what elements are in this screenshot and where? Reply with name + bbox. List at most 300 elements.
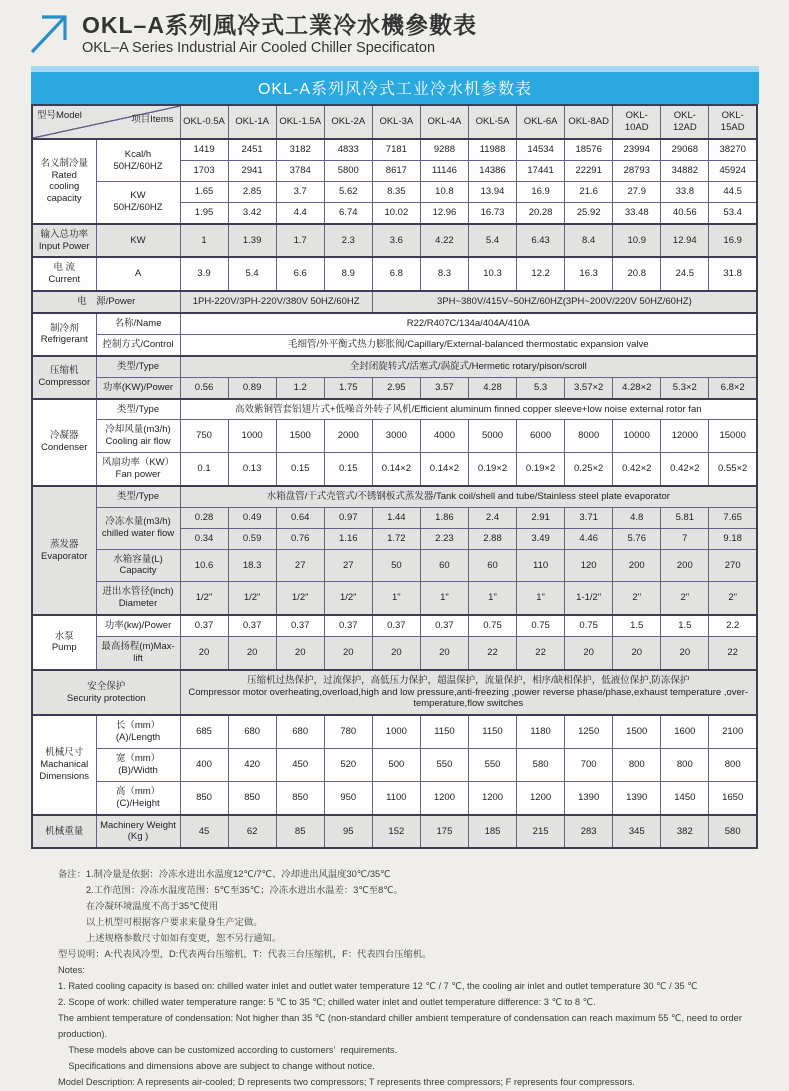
data-cell: 1 [180, 224, 228, 258]
data-cell: 0.97 [324, 507, 372, 528]
data-cell: 5.62 [324, 181, 372, 202]
item-label-cell: 长（mm）(A)/Length [96, 715, 180, 748]
note-line: The ambient temperature of condensation: Not higher than 35 ℃ (non-standard chiller ambient temperature of condensation can reach maximum 55 ℃, need to order production). [58, 1013, 745, 1040]
item-label-cell: Machinery Weight (Kg ) [96, 815, 180, 849]
item-label-cell: 宽（mm）(B)/Width [96, 749, 180, 782]
data-cell: 20 [228, 636, 276, 669]
data-cell: 2.3 [324, 224, 372, 258]
data-cell: 850 [228, 781, 276, 814]
table-row [32, 486, 757, 507]
data-cell: 20 [565, 636, 613, 669]
data-cell: 13.94 [468, 181, 516, 202]
data-cell: 283 [565, 815, 613, 849]
note-line: 2.工作范围：冷冻水温度范围：5℃至35℃；冷冻水进出水温差：3℃至8℃。 [58, 885, 403, 896]
page-header [0, 0, 789, 62]
data-cell: 16.9 [709, 224, 757, 258]
data-cell: 3.49 [517, 528, 565, 549]
data-cell: 0.37 [228, 615, 276, 636]
data-cell: 6.8×2 [709, 377, 757, 398]
data-cell: 14534 [517, 139, 565, 160]
data-cell: 95 [324, 815, 372, 849]
data-cell: 20 [180, 636, 228, 669]
table-row [32, 181, 757, 202]
data-cell: 6.43 [517, 224, 565, 258]
column-header-model: OKL-8AD [565, 105, 613, 139]
data-cell: 28793 [613, 161, 661, 182]
table-row [32, 815, 757, 849]
data-cell: 1.44 [372, 507, 420, 528]
section-label-cell: 冷凝器 Condenser [32, 399, 96, 486]
data-cell: 45 [180, 815, 228, 849]
data-cell: 580 [709, 815, 757, 849]
data-cell: 27 [276, 549, 324, 582]
data-cell: 6.74 [324, 202, 372, 223]
data-cell: 3.71 [565, 507, 613, 528]
data-cell: 18576 [565, 139, 613, 160]
data-cell: 0.34 [180, 528, 228, 549]
data-cell: 10.6 [180, 549, 228, 582]
data-cell: 2" [661, 582, 709, 615]
data-cell: 200 [613, 549, 661, 582]
data-cell: 3.42 [228, 202, 276, 223]
security-text-cell: 压缩机过热保护，过流保护，高低压力保护，超温保护，流量保护，相序/缺相保护，低液位保护,防冻保护 Compressor motor overheating,overload,high and low pressure,anti-freezing ,power reverse phase/phase,exhaust temperature ,over-temperature,flow switches [180, 670, 757, 716]
data-cell: 3.57 [420, 377, 468, 398]
table-row [32, 615, 757, 636]
page-title-chinese: OKL–A系列風冷式工業冷水機參數表 [82, 12, 477, 38]
data-cell: 4000 [420, 420, 468, 453]
data-cell: 12.2 [517, 257, 565, 291]
data-cell: 1" [468, 582, 516, 615]
data-cell: 2.4 [468, 507, 516, 528]
data-cell: 8617 [372, 161, 420, 182]
note-line: 上述规格参数尺寸如如有变更，恕不另行通知。 [58, 933, 282, 944]
table-row [32, 636, 757, 669]
data-cell: 27.9 [613, 181, 661, 202]
item-label-cell: 功率(KW)/Power [96, 377, 180, 398]
data-cell: 680 [228, 715, 276, 748]
note-line: 1. Rated cooling capacity is based on: chilled water inlet and outlet water temperature 12 ℃ / 7 ℃, the cooling air inlet and outlet temperature 30 ℃ / 35 ℃ [58, 981, 698, 992]
data-cell: 1" [517, 582, 565, 615]
item-label-cell: 类型/Type [96, 399, 180, 420]
data-cell: 3.57×2 [565, 377, 613, 398]
data-cell: 27 [324, 549, 372, 582]
data-cell: 1100 [372, 781, 420, 814]
data-cell: 29068 [661, 139, 709, 160]
column-header-model: OKL-1.5A [276, 105, 324, 139]
data-cell: 60 [468, 549, 516, 582]
data-cell: 8.3 [420, 257, 468, 291]
data-cell: 420 [228, 749, 276, 782]
table-row [32, 257, 757, 291]
data-cell: 20 [420, 636, 468, 669]
item-label-cell: 风扇功率（KW） Fan power [96, 453, 180, 486]
data-cell: 9288 [420, 139, 468, 160]
section-label-cell: 名义制冷量 Rated cooling capacity [32, 139, 96, 224]
data-cell: 1.5 [661, 615, 709, 636]
data-cell: 5800 [324, 161, 372, 182]
data-cell: 1.86 [420, 507, 468, 528]
data-cell: 1000 [372, 715, 420, 748]
note-line: Model Description: A represents air-cooled; D represents two compressors; T represents three compressors; F represents four compressors. [58, 1077, 635, 1088]
data-cell: 5.4 [228, 257, 276, 291]
data-cell: 2941 [228, 161, 276, 182]
data-cell: 0.1 [180, 453, 228, 486]
column-header-model: OKL-10AD [613, 105, 661, 139]
data-cell: 1.75 [324, 377, 372, 398]
table-row [32, 356, 757, 377]
data-cell: 0.42×2 [661, 453, 709, 486]
section-label-cell: 蒸发器 Evaporator [32, 486, 96, 615]
data-cell: 1600 [661, 715, 709, 748]
data-cell: 0.25×2 [565, 453, 613, 486]
data-cell: 4.4 [276, 202, 324, 223]
item-label-cell: A [96, 257, 180, 291]
section-label-cell: 水泵 Pump [32, 615, 96, 670]
data-cell: 1" [372, 582, 420, 615]
data-cell: 1.72 [372, 528, 420, 549]
data-cell: 60 [420, 549, 468, 582]
data-cell: 0.64 [276, 507, 324, 528]
item-label-cell: KW [96, 224, 180, 258]
data-cell: 1650 [709, 781, 757, 814]
note-line: 以上机型可根据客户要求来量身生产定做。 [58, 917, 263, 928]
data-cell: 2" [613, 582, 661, 615]
note-line: Specifications and dimensions above are subject to change without notice. [58, 1061, 375, 1072]
data-cell: 21.6 [565, 181, 613, 202]
data-cell: 1.2 [276, 377, 324, 398]
table-row [32, 507, 757, 528]
note-line: Notes: [58, 965, 85, 976]
table-row [32, 224, 757, 258]
note-line: 2. Scope of work: chilled water temperature range: 5 ℃ to 35 ℃; chilled water inlet and outlet temperature difference: 3 ℃ to 8 ℃. [58, 997, 596, 1008]
data-cell: 1500 [276, 420, 324, 453]
data-cell: 0.19×2 [517, 453, 565, 486]
data-cell: 11988 [468, 139, 516, 160]
spec-span-cell: 毛细管/外平衡式热力膨胀阀/Capillary/External-balanced thermostatic expansion valve [180, 334, 757, 355]
page-title-english: OKL–A Series Industrial Air Cooled Chiller Specificaton [82, 40, 436, 57]
spec-table-block [31, 66, 759, 849]
page-titles [82, 10, 477, 56]
table-row [32, 549, 757, 582]
table-row [32, 715, 757, 748]
data-cell: 1000 [228, 420, 276, 453]
data-cell: 0.37 [324, 615, 372, 636]
spec-table-body [32, 139, 757, 848]
data-cell: 22 [517, 636, 565, 669]
data-cell: 0.56 [180, 377, 228, 398]
data-cell: 1" [420, 582, 468, 615]
data-cell: 1150 [468, 715, 516, 748]
data-cell: 185 [468, 815, 516, 849]
data-cell: 1500 [613, 715, 661, 748]
data-cell: 950 [324, 781, 372, 814]
column-header-model: OKL-6A [517, 105, 565, 139]
data-cell: 2000 [324, 420, 372, 453]
data-cell: 0.42×2 [613, 453, 661, 486]
data-cell: 53.4 [709, 202, 757, 223]
data-cell: 2.23 [420, 528, 468, 549]
section-label-cell: 压缩机 Compressor [32, 356, 96, 399]
table-row [32, 377, 757, 398]
column-header-model: OKL-5A [468, 105, 516, 139]
data-cell: 3.6 [372, 224, 420, 258]
data-cell: 34882 [661, 161, 709, 182]
data-cell: 152 [372, 815, 420, 849]
data-cell: 12.96 [420, 202, 468, 223]
data-cell: 5.81 [661, 507, 709, 528]
data-cell: 7 [661, 528, 709, 549]
data-cell: 10.3 [468, 257, 516, 291]
data-cell: 22 [709, 636, 757, 669]
data-cell: 0.19×2 [468, 453, 516, 486]
data-cell: 31.8 [709, 257, 757, 291]
data-cell: 20 [613, 636, 661, 669]
data-cell: 20.28 [517, 202, 565, 223]
data-cell: 4833 [324, 139, 372, 160]
column-header-model: OKL-3A [372, 105, 420, 139]
spec-span-cell: 3PH~380V/415V~50HZ/60HZ(3PH~200V/220V 50HZ/60HZ) [372, 291, 757, 313]
data-cell: 382 [661, 815, 709, 849]
spec-span-cell: 1PH-220V/3PH-220V/380V 50HZ/60HZ [180, 291, 372, 313]
data-cell: 2" [709, 582, 757, 615]
note-line: These models above can be customized according to customers’ requirements. [58, 1045, 398, 1056]
data-cell: 14386 [468, 161, 516, 182]
data-cell: 4.46 [565, 528, 613, 549]
data-cell: 18.3 [228, 549, 276, 582]
data-cell: 8.4 [565, 224, 613, 258]
data-cell: 22 [468, 636, 516, 669]
data-cell: 750 [180, 420, 228, 453]
data-cell: 0.37 [372, 615, 420, 636]
data-cell: 850 [276, 781, 324, 814]
data-cell: 8.9 [324, 257, 372, 291]
data-cell: 10.02 [372, 202, 420, 223]
table-row [32, 334, 757, 355]
section-label-cell: 机械重量 [32, 815, 96, 849]
merged-label-cell: 安全保护 Security protection [32, 670, 180, 716]
section-label-cell: 机械尺寸 Machanical Dimensions [32, 715, 96, 814]
data-cell: 685 [180, 715, 228, 748]
item-label-cell: 冷冻水量(m3/h) chilled water flow [96, 507, 180, 549]
section-label-cell: 电 流 Current [32, 257, 96, 291]
data-cell: 3.9 [180, 257, 228, 291]
data-cell: 2.88 [468, 528, 516, 549]
data-cell: 4.22 [420, 224, 468, 258]
data-cell: 12000 [661, 420, 709, 453]
data-cell: 23994 [613, 139, 661, 160]
column-header-model: OKL-15AD [709, 105, 757, 139]
data-cell: 2100 [709, 715, 757, 748]
data-cell: 1.95 [180, 202, 228, 223]
item-label-cell: KW 50HZ/60HZ [96, 181, 180, 223]
item-label-cell: 高（mm）(C)/Height [96, 781, 180, 814]
data-cell: 10000 [613, 420, 661, 453]
data-cell: 44.5 [709, 181, 757, 202]
data-cell: 3784 [276, 161, 324, 182]
data-cell: 20 [276, 636, 324, 669]
data-cell: 1/2" [180, 582, 228, 615]
data-cell: 1.39 [228, 224, 276, 258]
data-cell: 10.8 [420, 181, 468, 202]
data-cell: 20 [324, 636, 372, 669]
merged-label-cell: 电 源/Power [32, 291, 180, 313]
data-cell: 9.18 [709, 528, 757, 549]
data-cell: 270 [709, 549, 757, 582]
section-label-cell: 制冷剂 Refrigerant [32, 313, 96, 356]
data-cell: 0.59 [228, 528, 276, 549]
data-cell: 16.73 [468, 202, 516, 223]
data-cell: 85 [276, 815, 324, 849]
data-cell: 800 [709, 749, 757, 782]
data-cell: 10.9 [613, 224, 661, 258]
table-row [32, 399, 757, 420]
data-cell: 3182 [276, 139, 324, 160]
data-cell: 24.5 [661, 257, 709, 291]
data-cell: 6000 [517, 420, 565, 453]
data-cell: 0.14×2 [420, 453, 468, 486]
column-header-model: OKL-4A [420, 105, 468, 139]
data-cell: 20.8 [613, 257, 661, 291]
model-header-row [32, 105, 757, 139]
table-row [32, 291, 757, 313]
note-line: 备注：1.制冷量是依据：冷冻水进出水温度12℃/7℃、冷却进出风温度30℃/35℃ [58, 869, 391, 880]
data-cell: 700 [565, 749, 613, 782]
data-cell: 0.75 [517, 615, 565, 636]
item-label-cell: Kcal/h 50HZ/60HZ [96, 139, 180, 181]
data-cell: 0.75 [565, 615, 613, 636]
data-cell: 800 [613, 749, 661, 782]
data-cell: 0.13 [228, 453, 276, 486]
data-cell: 1250 [565, 715, 613, 748]
data-cell: 5.3×2 [661, 377, 709, 398]
data-cell: 550 [468, 749, 516, 782]
table-title-bar: OKL-A系列风冷式工业冷水机参数表 [31, 72, 759, 104]
data-cell: 7.65 [709, 507, 757, 528]
data-cell: 1150 [420, 715, 468, 748]
data-cell: 0.75 [468, 615, 516, 636]
data-cell: 0.37 [276, 615, 324, 636]
data-cell: 1.5 [613, 615, 661, 636]
data-cell: 1390 [613, 781, 661, 814]
table-row [32, 420, 757, 453]
data-cell: 0.89 [228, 377, 276, 398]
table-row [32, 670, 757, 716]
data-cell: 2.91 [517, 507, 565, 528]
data-cell: 850 [180, 781, 228, 814]
data-cell: 2.2 [709, 615, 757, 636]
data-cell: 16.3 [565, 257, 613, 291]
data-cell: 11146 [420, 161, 468, 182]
table-row [32, 749, 757, 782]
data-cell: 1180 [517, 715, 565, 748]
data-cell: 175 [420, 815, 468, 849]
note-line: 型号说明：A:代表风冷型，D:代表两台压缩机，T：代表三台压缩机，F：代表四台压缩机。 [58, 949, 432, 960]
data-cell: 4.8 [613, 507, 661, 528]
data-cell: 0.55×2 [709, 453, 757, 486]
data-cell: 25.92 [565, 202, 613, 223]
data-cell: 50 [372, 549, 420, 582]
data-cell: 800 [661, 749, 709, 782]
data-cell: 1200 [517, 781, 565, 814]
data-cell: 6.6 [276, 257, 324, 291]
data-cell: 1.7 [276, 224, 324, 258]
spec-span-cell: 高效紫铜管套铝翅片式+低噪音外转子风机/Efficient aluminum finned copper sleeve+low noise external rotor fan [180, 399, 757, 420]
data-cell: 400 [180, 749, 228, 782]
item-label-cell: 进出水管径(inch) Diameter [96, 582, 180, 615]
spec-span-cell: 水箱盘管/干式壳管式/不锈钢板式蒸发器/Tank coil/shell and tube/Stainless steel plate evaporator [180, 486, 757, 507]
column-header-model: OKL-12AD [661, 105, 709, 139]
table-row [32, 453, 757, 486]
data-cell: 1419 [180, 139, 228, 160]
data-cell: 1703 [180, 161, 228, 182]
data-cell: 33.48 [613, 202, 661, 223]
notes-section [58, 867, 759, 1091]
data-cell: 0.76 [276, 528, 324, 549]
item-label-cell: 控制方式/Control [96, 334, 180, 355]
item-label-cell: 功率(kw)/Power [96, 615, 180, 636]
data-cell: 33.8 [661, 181, 709, 202]
data-cell: 62 [228, 815, 276, 849]
corner-model-label: 型号Model [37, 110, 82, 122]
data-cell: 1200 [468, 781, 516, 814]
spec-span-cell: 全封闭旋转式/活塞式/涡旋式/Hermetic rotary/pison/scroll [180, 356, 757, 377]
data-cell: 1.65 [180, 181, 228, 202]
data-cell: 12.94 [661, 224, 709, 258]
note-line: 在冷凝环境温度不高于35℃使用 [58, 901, 219, 912]
data-cell: 38270 [709, 139, 757, 160]
data-cell: 520 [324, 749, 372, 782]
data-cell: 16.9 [517, 181, 565, 202]
data-cell: 1/2" [276, 582, 324, 615]
data-cell: 1/2" [324, 582, 372, 615]
data-cell: 2.95 [372, 377, 420, 398]
data-cell: 3000 [372, 420, 420, 453]
table-row [32, 313, 757, 334]
data-cell: 1450 [661, 781, 709, 814]
data-cell: 17441 [517, 161, 565, 182]
arrow-logo-icon [28, 10, 72, 56]
data-cell: 1/2" [228, 582, 276, 615]
item-label-cell: 最高扬程(m)Max-lift [96, 636, 180, 669]
data-cell: 215 [517, 815, 565, 849]
data-cell: 15000 [709, 420, 757, 453]
data-cell: 2.85 [228, 181, 276, 202]
data-cell: 7181 [372, 139, 420, 160]
data-cell: 40.56 [661, 202, 709, 223]
data-cell: 20 [372, 636, 420, 669]
table-row [32, 139, 757, 160]
corner-items-label: 项目Items [131, 114, 174, 126]
data-cell: 45924 [709, 161, 757, 182]
data-cell: 680 [276, 715, 324, 748]
data-cell: 20 [661, 636, 709, 669]
data-cell: 0.37 [180, 615, 228, 636]
data-cell: 0.14×2 [372, 453, 420, 486]
data-cell: 550 [420, 749, 468, 782]
data-cell: 8000 [565, 420, 613, 453]
data-cell: 1.16 [324, 528, 372, 549]
column-header-model: OKL-1A [228, 105, 276, 139]
data-cell: 580 [517, 749, 565, 782]
table-row [32, 781, 757, 814]
data-cell: 5.3 [517, 377, 565, 398]
data-cell: 120 [565, 549, 613, 582]
spec-table [31, 104, 758, 849]
data-cell: 4.28 [468, 377, 516, 398]
data-cell: 1-1/2" [565, 582, 613, 615]
data-cell: 500 [372, 749, 420, 782]
data-cell: 4.28×2 [613, 377, 661, 398]
